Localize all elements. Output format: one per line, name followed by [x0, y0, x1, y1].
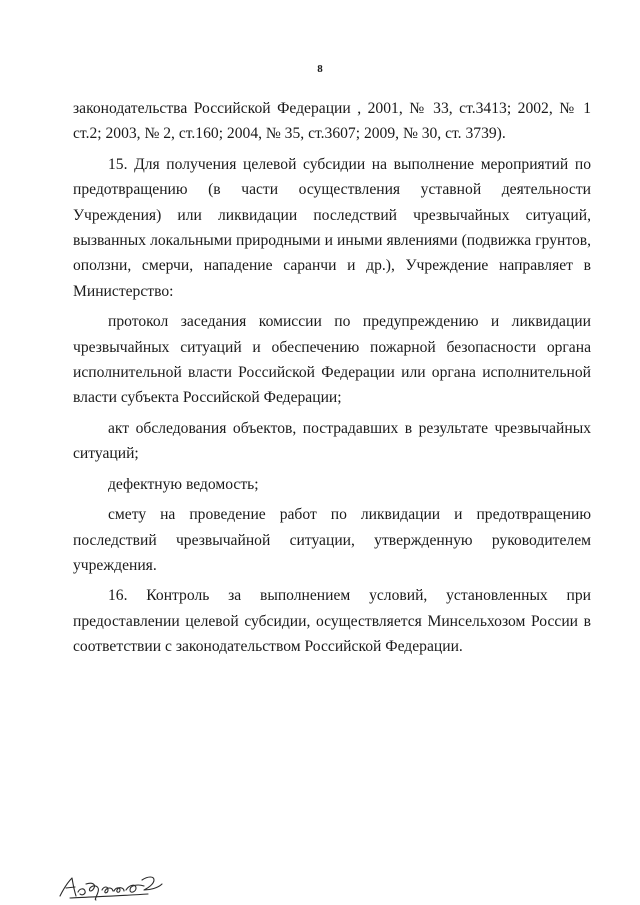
- paragraph-commission-protocol: протокол заседания комиссии по предупреждению и ликвидации чрезвычайных ситуаций и обеспечению пожарной безопасности органа исполнительной власти Российской Федерации или органа исполнительной власти субъекта Российской Федерации;: [73, 313, 591, 407]
- handwritten-signature: [58, 870, 188, 902]
- paragraph-item-16: 16. Контроль за выполнением условий, установленных при предоставлении целевой субсидии, осуществляется Минсельхозом России в соответствии с законодательством Российской Федерации.: [73, 587, 591, 656]
- paragraph-inspection-act: акт обследования объектов, пострадавших в результате чрезвычайных ситуаций;: [73, 419, 591, 463]
- paragraph-cost-estimate: смету на проведение работ по ликвидации и предотвращению последствий чрезвычайной ситуации, утвержденную руководителем учреждения.: [73, 506, 591, 574]
- paragraph-item-15: 15. Для получения целевой субсидии на выполнение мероприятий по предотвращению (в части осуществления уставной деятельности Учреждения) или ликвидации последствий чрезвычайных ситуаций, вызванных локальными природными и иными явлениями (подвижка грунтов, оползни, смерчи, нападение саранчи и др.), Учреждение направляет в Министерство:: [73, 155, 591, 300]
- page-number: 8: [317, 63, 323, 75]
- paragraph-legislation-references: законодательства Российской Федерации , 2001, № 33, ст.3413; 2002, № 1 ст.2; 2003, № 2, ст.160; 2004, № 35, ст.3607; 2009, № 30, ст. 3739).: [73, 100, 591, 143]
- paragraph-defect-list: дефектную ведомость;: [108, 475, 259, 493]
- document-body: [73, 96, 591, 660]
